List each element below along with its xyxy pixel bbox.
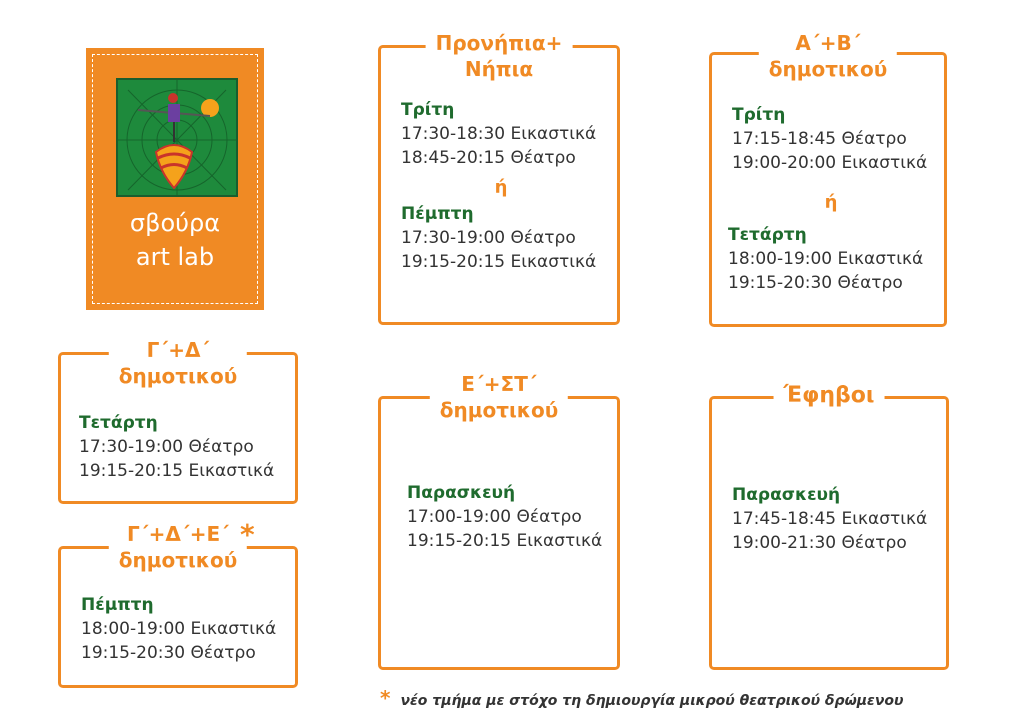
title-line-1: Γ΄+Δ΄+Ε΄ (127, 522, 229, 546)
schedule-line: 18:45-20:15 Θέατρο (401, 148, 576, 168)
schedule-line: 17:30-19:00 Θέατρο (79, 437, 254, 457)
box-gde (58, 522, 298, 688)
day-label: Πέμπτη (401, 204, 474, 224)
schedule-line: 19:15-20:30 Θέατρο (81, 643, 256, 663)
day-label: Πέμπτη (81, 595, 154, 615)
title-line-2: δημοτικού (439, 398, 559, 422)
or-separator: ή (824, 192, 838, 213)
day-label: Τετάρτη (79, 413, 158, 433)
box-pronipia (378, 31, 620, 325)
box-ab (709, 31, 947, 327)
title-line-2: Νήπια (464, 57, 534, 81)
title-line-1: Γ΄+Δ΄ (146, 338, 210, 362)
day-label: Τετάρτη (728, 225, 807, 245)
box-efivoi (709, 383, 949, 670)
title-line-2: δημοτικού (118, 548, 238, 572)
title-line-1: Α΄+Β΄ (795, 31, 861, 55)
schedule-line: 19:00-21:30 Θέατρο (732, 533, 907, 553)
box-title (426, 30, 573, 82)
or-separator: ή (494, 177, 508, 198)
day-label: Παρασκευή (732, 485, 841, 505)
spinning-top-illustration (116, 78, 238, 197)
box-title (430, 371, 568, 423)
schedule-line: 18:00-19:00 Εικαστικά (81, 619, 277, 639)
title-line-1: Ε΄+ΣΤ΄ (461, 372, 537, 396)
box-title (109, 521, 247, 573)
footnote (380, 686, 903, 710)
title-line-1: Προνήπια+ (435, 31, 563, 55)
schedule-line: 19:15-20:30 Θέατρο (728, 273, 903, 293)
logo-text-line2: art lab (135, 243, 215, 271)
schedule-line: 19:15-20:15 Εικαστικά (79, 461, 275, 481)
day-label: Τρίτη (401, 100, 455, 120)
day-label: Παρασκευή (407, 483, 516, 503)
schedule-line: 17:45-18:45 Εικαστικά (732, 509, 928, 529)
footnote-text: νέο τμήμα με στόχο τη δημιουργία μικρού θεατρικού δρώμενου (400, 693, 904, 709)
schedule-line: 19:15-20:15 Εικαστικά (401, 252, 597, 272)
box-title (759, 30, 897, 82)
box-est (378, 372, 620, 670)
logo-text-line1: σβούρα (129, 209, 221, 237)
title-line-2: δημοτικού (768, 57, 888, 81)
spinning-top-icon (118, 80, 236, 195)
schedule-line: 17:00-19:00 Θέατρο (407, 507, 582, 527)
new-group-asterisk: * (240, 518, 255, 551)
schedule-line: 17:30-19:00 Θέατρο (401, 228, 576, 248)
schedule-line: 18:00-19:00 Εικαστικά (728, 249, 924, 269)
asterisk-icon: * (380, 686, 391, 710)
day-label: Τρίτη (732, 105, 786, 125)
box-title: Έφηβοι (774, 383, 885, 409)
title-line-2: δημοτικού (118, 364, 238, 388)
logo (86, 48, 264, 310)
schedule-line: 19:15-20:15 Εικαστικά (407, 531, 603, 551)
box-gd (58, 338, 298, 504)
box-title (109, 337, 247, 389)
schedule-line: 17:30-18:30 Εικαστικά (401, 124, 597, 144)
schedule-line: 19:00-20:00 Εικαστικά (732, 153, 928, 173)
schedule-line: 17:15-18:45 Θέατρο (732, 129, 907, 149)
